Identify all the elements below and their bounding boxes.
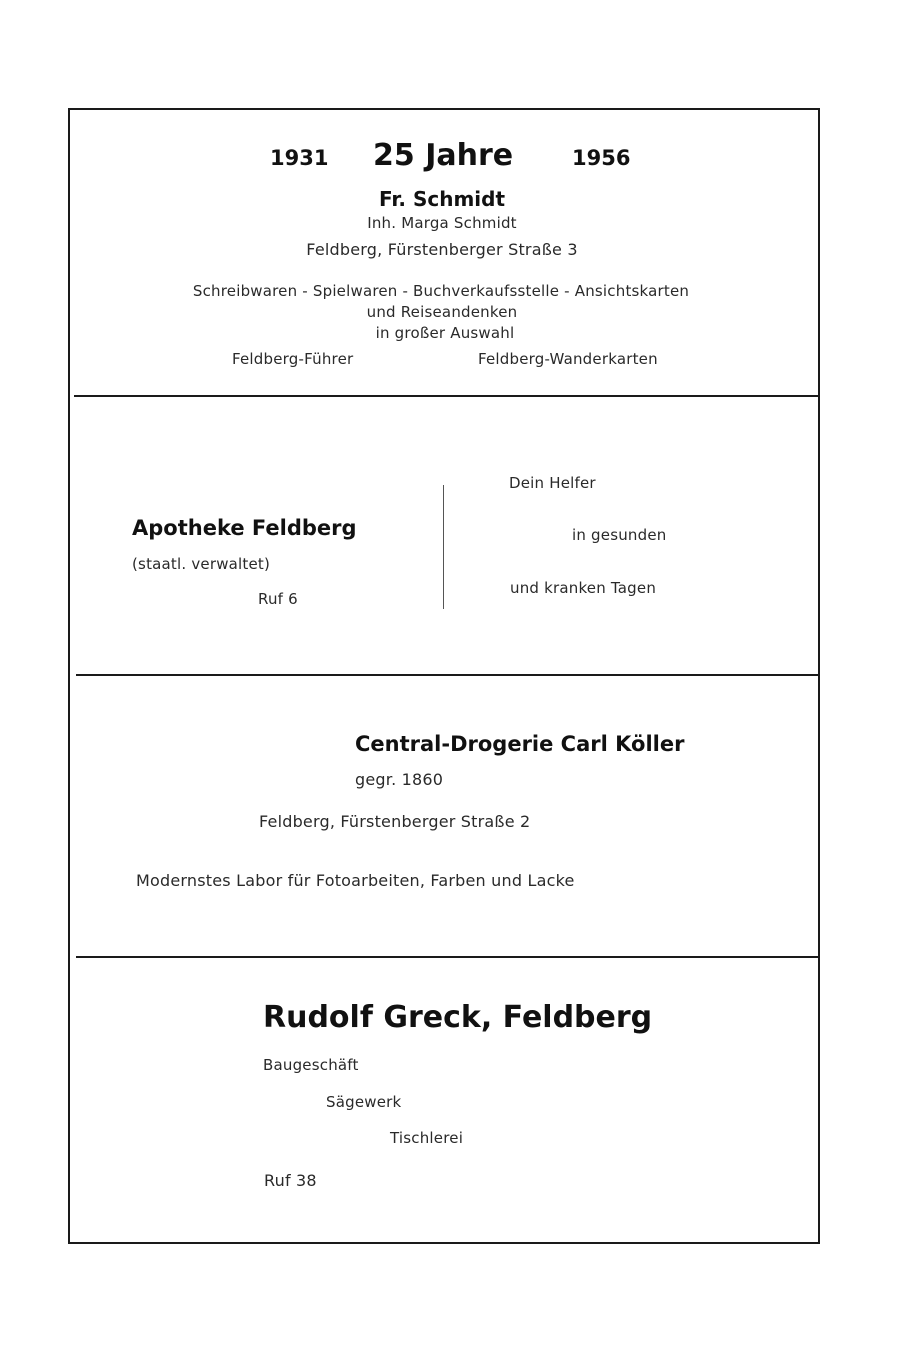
- slogan-line-3: und kranken Tagen: [510, 579, 657, 597]
- owner-line: Inh. Marga Schmidt: [367, 214, 517, 232]
- item-maps: Feldberg-Wanderkarten: [478, 350, 658, 368]
- item-guide: Feldberg-Führer: [232, 350, 354, 368]
- vertical-separator: [443, 485, 444, 609]
- pharmacy-name: Apotheke Feldberg: [132, 516, 357, 540]
- slogan-line-1: Dein Helfer: [509, 474, 596, 492]
- products-line-1: Schreibwaren - Spielwaren - Buchverkaufsstelle - Ansichtskarten: [192, 282, 690, 300]
- pharmacy-note: (staatl. verwaltet): [132, 555, 271, 573]
- builder-phone: Ruf 38: [264, 1171, 317, 1190]
- products-line-3: in großer Auswahl: [375, 324, 515, 342]
- drugstore-address: Feldberg, Fürstenberger Straße 2: [259, 812, 531, 831]
- advertisement-frame: [68, 108, 820, 1244]
- service-sawmill: Sägewerk: [326, 1093, 402, 1111]
- service-carpentry: Tischlerei: [390, 1129, 464, 1147]
- service-construction: Baugeschäft: [263, 1056, 359, 1074]
- section-divider: [76, 956, 820, 958]
- drugstore-name: Central-Drogerie Carl Köller: [355, 732, 685, 756]
- anniversary-headline: 25 Jahre: [373, 138, 514, 173]
- products-line-2: und Reiseandenken: [366, 303, 518, 321]
- address-line: Feldberg, Fürstenberger Straße 3: [306, 240, 578, 259]
- drugstore-services: Modernstes Labor für Fotoarbeiten, Farben und Lacke: [136, 871, 575, 890]
- builder-name: Rudolf Greck, Feldberg: [263, 1000, 653, 1035]
- year-end: 1956: [572, 146, 631, 170]
- pharmacy-phone: Ruf 6: [258, 590, 298, 608]
- year-start: 1931: [270, 146, 329, 170]
- company-name: Fr. Schmidt: [378, 187, 506, 211]
- slogan-line-2: in gesunden: [572, 526, 667, 544]
- section-divider: [74, 395, 820, 397]
- section-divider: [76, 674, 820, 676]
- founded-line: gegr. 1860: [355, 770, 444, 789]
